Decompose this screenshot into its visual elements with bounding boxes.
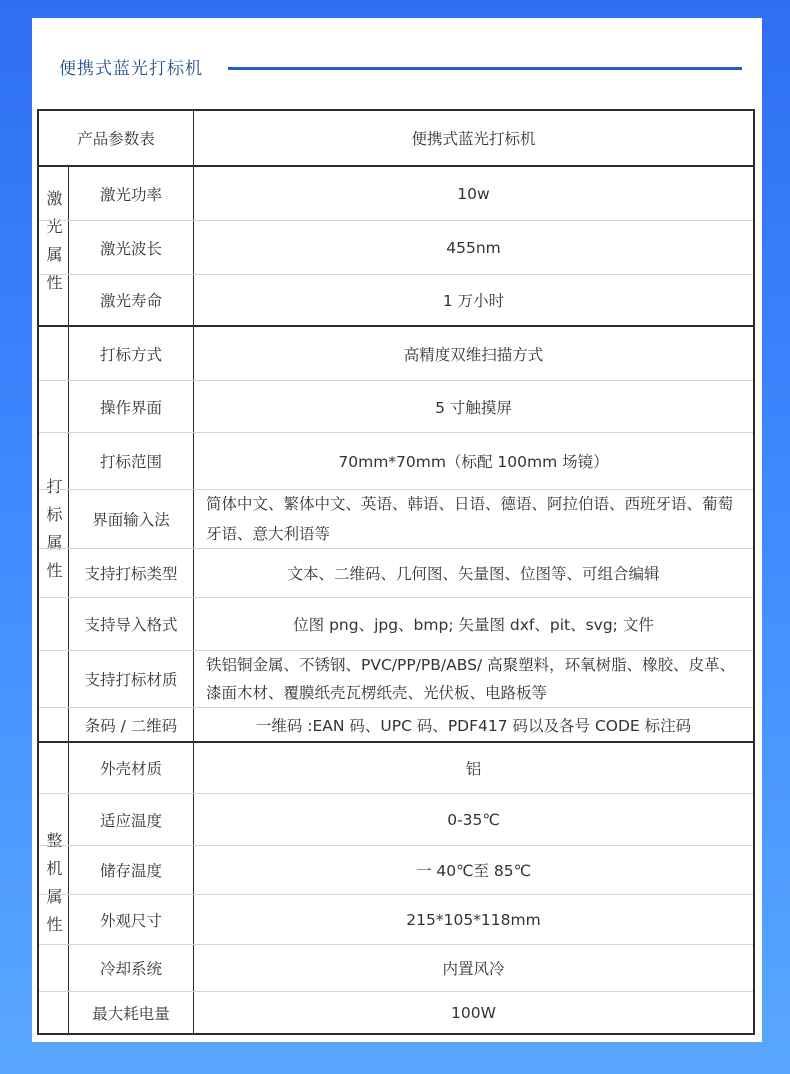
table-row — [39, 167, 753, 221]
table-row — [39, 275, 753, 327]
row-label: 条码 / 二维码 — [69, 708, 194, 741]
row-label: 打标方式 — [69, 327, 194, 380]
table-row — [39, 221, 753, 275]
table-row — [39, 490, 753, 549]
table-row — [39, 708, 753, 743]
row-label: 打标范围 — [69, 433, 194, 489]
spec-table — [37, 109, 755, 1035]
spec-card — [32, 18, 762, 1042]
row-value: 215*105*118mm — [406, 910, 541, 929]
row-value: 70mm*70mm（标配 100mm 场镜） — [338, 453, 609, 471]
row-label: 激光功率 — [69, 167, 194, 220]
group-laser-label: 激光属性 — [44, 190, 63, 302]
row-label: 激光波长 — [69, 221, 194, 274]
table-row — [39, 794, 753, 846]
row-value: 一 40℃至 85℃ — [415, 862, 532, 880]
page-title: 便携式蓝光打标机 — [59, 59, 203, 79]
row-value: 0-35℃ — [447, 810, 500, 829]
row-label: 冷却系统 — [69, 945, 194, 991]
row-value: 位图 png、jpg、bmp; 矢量图 dxf、pit、svg; 文件 — [293, 616, 654, 634]
table-row — [39, 381, 753, 433]
row-value: 简体中文、繁体中文、英语、韩语、日语、德语、阿拉伯语、西班牙语、葡萄牙语、意大利语等 — [206, 495, 734, 543]
row-label: 适应温度 — [69, 794, 194, 845]
row-label: 支持导入格式 — [69, 598, 194, 650]
group-marking-label: 打标属性 — [44, 478, 63, 590]
row-value: 文本、二维码、几何图、矢量图、位图等、可组合编辑 — [287, 565, 660, 583]
table-row — [39, 992, 753, 1033]
row-value: 内置风冷 — [442, 960, 505, 978]
row-value: 10w — [457, 184, 490, 203]
table-row — [39, 846, 753, 895]
row-label: 支持打标材质 — [69, 651, 194, 707]
row-value: 铁铝铜金属、不锈钢、PVC/PP/PB/ABS/ 高聚塑料，环氧树脂、橡胶、皮革、漆面木材、覆膜纸壳瓦楞纸壳、光伏板、电路板等 — [206, 656, 736, 702]
row-label: 外壳材质 — [69, 743, 194, 793]
row-label: 激光寿命 — [69, 275, 194, 325]
title-rule — [228, 67, 742, 70]
row-label: 界面输入法 — [69, 490, 194, 548]
table-row — [39, 327, 753, 381]
row-label: 最大耗电量 — [69, 992, 194, 1033]
row-label: 操作界面 — [69, 381, 194, 432]
table-row — [39, 945, 753, 992]
row-value: 铝 — [465, 760, 482, 778]
row-value: 一维码 :EAN 码、UPC 码、PDF417 码以及各号 CODE 标注码 — [255, 716, 692, 735]
table-row — [39, 651, 753, 708]
header-value: 便携式蓝光打标机 — [411, 130, 536, 148]
group-machine-label: 整机属性 — [44, 832, 63, 944]
row-label: 支持打标类型 — [69, 549, 194, 597]
row-value: 1 万小时 — [442, 292, 505, 310]
table-row — [39, 598, 753, 651]
row-value: 100W — [451, 1003, 496, 1022]
table-row — [39, 895, 753, 945]
row-label: 外观尺寸 — [69, 895, 194, 944]
row-label: 储存温度 — [69, 846, 194, 894]
table-row — [39, 433, 753, 490]
row-value: 5 寸触摸屏 — [435, 398, 512, 417]
table-header-row — [39, 111, 753, 167]
table-row — [39, 549, 753, 598]
header-label: 产品参数表 — [39, 111, 194, 165]
table-row — [39, 743, 753, 794]
row-value: 高精度双维扫描方式 — [403, 345, 544, 364]
row-value: 455nm — [446, 238, 501, 257]
